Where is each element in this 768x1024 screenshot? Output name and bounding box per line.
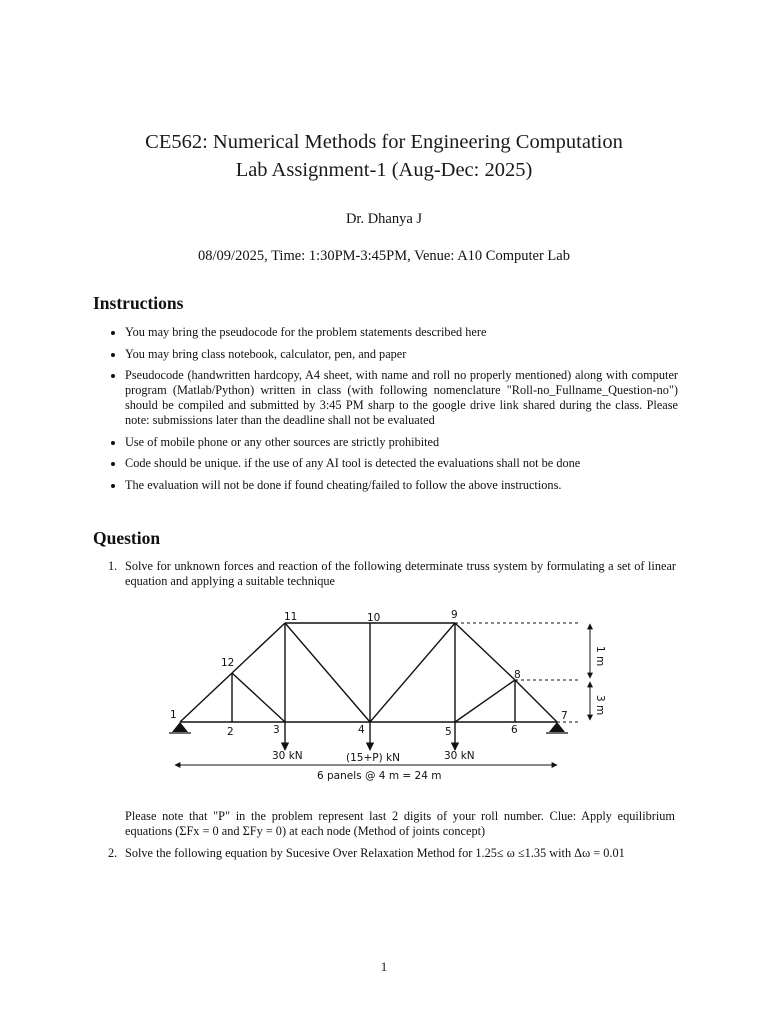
node-label: 1 (170, 709, 177, 721)
instruction-item: You may bring the pseudocode for the problem statements described here (108, 325, 678, 340)
truss-members (180, 623, 557, 722)
title-line-2: Lab Assignment-1 (Aug-Dec: 2025) (235, 159, 533, 181)
bullet-icon (111, 441, 115, 445)
node-label: 7 (561, 710, 568, 722)
question-number: 1. (108, 559, 118, 573)
title-line-1: CE562: Numerical Methods for Engineering Computation (145, 131, 623, 153)
bullet-icon (111, 353, 115, 357)
question-1 (108, 559, 676, 589)
page-number: 1 (380, 960, 388, 974)
node-label: 12 (221, 657, 235, 669)
question-text: Solve for unknown forces and reaction of the following determinate truss system by formulating a set of linear equation and applying a suitable technique (125, 559, 676, 588)
question-heading: Question (93, 528, 161, 548)
bullet-icon (111, 462, 115, 466)
question-text: Solve the following equation by Sucesive Over Relaxation Method for 1.25≤ ω ≤1.35 with Δω = 0.01 (125, 846, 625, 860)
roll-number-note: Please note that "P" in the problem represent last 2 digits of your roll number. Clue: Apply equilibrium equations (ΣFx = 0 and ΣFy = 0) at each node (Method of joints concept) (125, 809, 675, 838)
dim-label-top: 1 m (594, 646, 606, 667)
node-label: 10 (367, 612, 381, 624)
question-number: 2. (108, 846, 118, 860)
date-time-venue: 08/09/2025, Time: 1:30PM-3:45PM, Venue: A10 Computer Lab (198, 248, 570, 264)
bullet-icon (111, 331, 115, 335)
pin-support-icon (169, 722, 191, 733)
node-label: 5 (445, 726, 452, 738)
instruction-item: Code should be unique. if the use of any AI tool is detected the evaluations shall not be done (108, 456, 678, 471)
instruction-item: You may bring class notebook, calculator, pen, and paper (108, 347, 678, 362)
node-label: 4 (358, 724, 365, 736)
load-label: (15+P) kN (346, 752, 400, 764)
dim-label-bottom: 3 m (594, 695, 606, 716)
node-label: 2 (227, 726, 234, 738)
instructions-list (108, 325, 678, 499)
bullet-icon (111, 484, 115, 488)
instruction-item: Pseudocode (handwritten hardcopy, A4 sheet, with name and roll no properly mentioned) along with computer program (Matlab/Python) written in class (with following nomenclature "Roll-no_Fullname_Question-no") should be compiled and submitted by 3:45 PM sharp to the google drive link shared during the class. Please note: submissions later than the deadline shall not be evaluated (108, 368, 678, 428)
author: Dr. Dhanya J (345, 211, 423, 227)
span-label: 6 panels @ 4 m = 24 m (317, 770, 442, 782)
bullet-icon (111, 374, 115, 378)
load-arrows (285, 722, 455, 750)
truss-diagram (165, 600, 610, 785)
question-2 (108, 846, 676, 861)
instruction-item: The evaluation will not be done if found cheating/failed to follow the above instructions. (108, 478, 678, 493)
node-label: 3 (273, 724, 280, 736)
node-label: 6 (511, 724, 518, 736)
roller-support-icon (546, 722, 568, 733)
load-label: 30 kN (272, 750, 303, 762)
instruction-item: Use of mobile phone or any other sources are strictly prohibited (108, 435, 678, 450)
instructions-heading: Instructions (93, 293, 184, 313)
node-label: 8 (514, 669, 521, 681)
node-label: 11 (284, 611, 298, 623)
node-label: 9 (451, 609, 458, 621)
load-label: 30 kN (444, 750, 475, 762)
